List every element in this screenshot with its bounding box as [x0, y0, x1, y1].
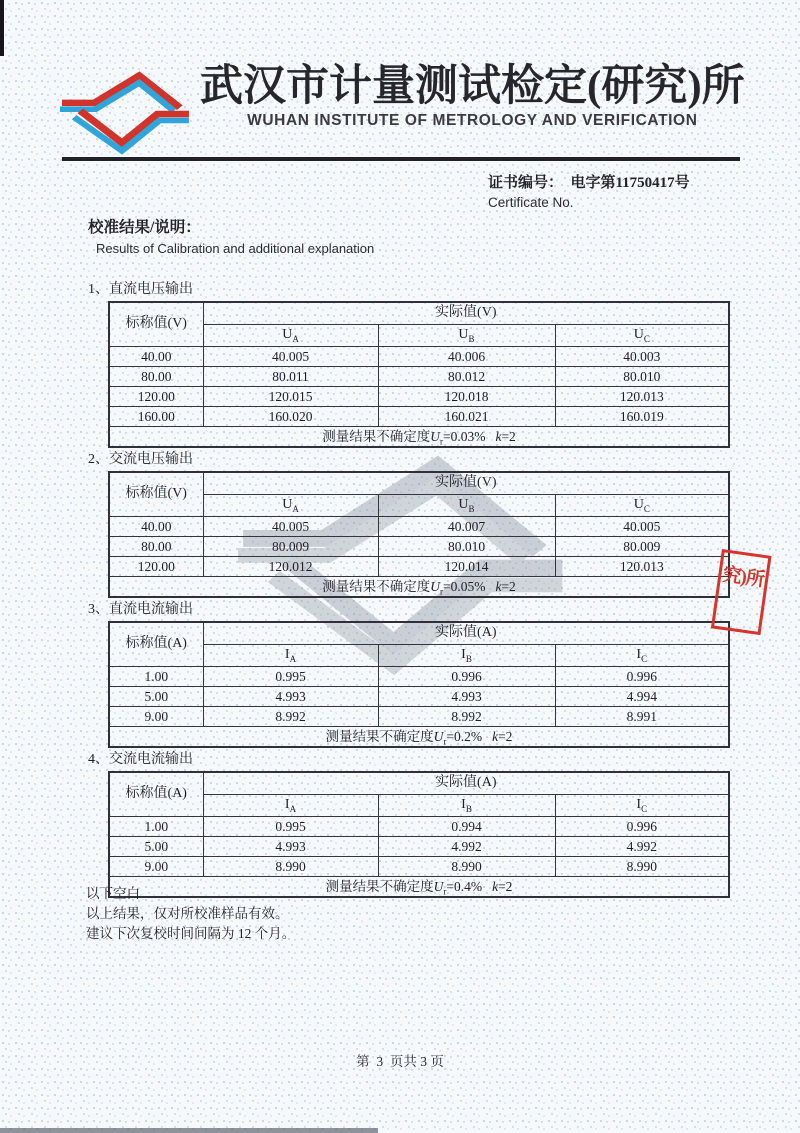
table-row — [109, 387, 729, 407]
section-ac-voltage — [88, 448, 730, 598]
cell: 8.992 — [203, 707, 378, 727]
cell: 4.992 — [555, 837, 729, 857]
cell: 0.996 — [555, 817, 729, 837]
cell: 40.006 — [378, 347, 555, 367]
cell: 0.996 — [378, 667, 555, 687]
cell: 40.005 — [555, 517, 729, 537]
table-row — [109, 367, 729, 387]
dc-voltage-table — [108, 301, 730, 448]
uncertainty-row: 测量结果不确定度$U_r=0.2\%$ k=2 — [109, 727, 729, 748]
section-ac-current — [88, 748, 730, 898]
dc-current-table — [108, 621, 730, 748]
cell: 1.00 — [109, 667, 203, 687]
actual-header-cell: 实际值(A) — [203, 622, 729, 645]
cell: 80.010 — [378, 537, 555, 557]
ac-current-table — [108, 771, 730, 898]
cell: 120.00 — [109, 387, 203, 407]
table-row — [109, 817, 729, 837]
org-title-chinese: 武汉市计量测试检定(研究)所 — [200, 63, 745, 110]
phase-a-header: $I_A$ — [203, 795, 378, 817]
phase-b-header: $I_B$ — [378, 795, 555, 817]
cell: 0.996 — [555, 667, 729, 687]
cell: 160.00 — [109, 407, 203, 427]
table-caption: 1、直流电压输出 — [88, 282, 193, 297]
letterhead-divider — [62, 157, 740, 161]
phase-b-header: $U_B$ — [378, 325, 555, 347]
cell: 40.007 — [378, 517, 555, 537]
cell: 120.012 — [203, 557, 378, 577]
actual-header-cell: 实际值(V) — [203, 472, 729, 495]
scan-edge-artifact — [0, 0, 4, 56]
cell: 40.003 — [555, 347, 729, 367]
nominal-header-cell: 标称值(A) — [109, 772, 203, 817]
cell: 40.005 — [203, 517, 378, 537]
cell: 120.013 — [555, 387, 729, 407]
table-caption: 2、交流电压输出 — [88, 452, 193, 467]
cell: 0.994 — [378, 817, 555, 837]
page-number: 第 3 页共 3 页 — [356, 1054, 444, 1069]
letterhead — [60, 62, 745, 158]
cell: 160.019 — [555, 407, 729, 427]
cell: 5.00 — [109, 687, 203, 707]
cell: 4.993 — [203, 687, 378, 707]
actual-header-cell: 实际值(V) — [203, 302, 729, 325]
table-caption: 3、直流电流输出 — [88, 602, 193, 617]
cell: 80.010 — [555, 367, 729, 387]
phase-b-header: $I_B$ — [378, 645, 555, 667]
phase-a-header: $U_A$ — [203, 325, 378, 347]
scan-edge-artifact — [0, 1128, 378, 1133]
closing-notes — [86, 884, 295, 944]
cell: 120.014 — [378, 557, 555, 577]
table-row — [109, 517, 729, 537]
cell: 8.992 — [378, 707, 555, 727]
cell: 80.00 — [109, 367, 203, 387]
cell: 120.00 — [109, 557, 203, 577]
phase-c-header: $I_C$ — [555, 795, 729, 817]
cell: 160.020 — [203, 407, 378, 427]
red-seal-stamp — [711, 549, 772, 635]
cell: 4.994 — [555, 687, 729, 707]
phase-c-header: $I_C$ — [555, 645, 729, 667]
nominal-header-cell: 标称值(A) — [109, 622, 203, 667]
ac-voltage-table — [108, 471, 730, 598]
cell: 1.00 — [109, 817, 203, 837]
red-seal-text: 究)所 — [721, 564, 766, 592]
cell: 9.00 — [109, 857, 203, 877]
table-row — [109, 857, 729, 877]
cell: 80.009 — [203, 537, 378, 557]
certificate-number-block — [488, 171, 690, 210]
cell: 8.991 — [555, 707, 729, 727]
cell: 40.005 — [203, 347, 378, 367]
uncertainty-row: 测量结果不确定度$U_r=0.05\%$ k=2 — [109, 577, 729, 598]
table-row — [109, 837, 729, 857]
certificate-number-en-label: Certificate No. — [488, 195, 574, 210]
phase-a-header: $I_A$ — [203, 645, 378, 667]
actual-header-cell: 实际值(A) — [203, 772, 729, 795]
uncertainty-row: 测量结果不确定度$U_r=0.03\%$ k=2 — [109, 427, 729, 448]
cell: 8.990 — [555, 857, 729, 877]
cell: 40.00 — [109, 517, 203, 537]
cell: 120.015 — [203, 387, 378, 407]
table-row — [109, 557, 729, 577]
results-heading-cn: 校准结果/说明： — [88, 219, 201, 236]
institute-logo-icon — [60, 70, 192, 158]
cell: 160.021 — [378, 407, 555, 427]
cell: 80.00 — [109, 537, 203, 557]
table-caption: 4、交流电流输出 — [88, 752, 193, 767]
cell: 4.992 — [378, 837, 555, 857]
cell: 5.00 — [109, 837, 203, 857]
table-row — [109, 407, 729, 427]
cell: 120.018 — [378, 387, 555, 407]
table-row — [109, 707, 729, 727]
cell: 0.995 — [203, 667, 378, 687]
phase-c-header: $U_C$ — [555, 325, 729, 347]
cell: 4.993 — [378, 687, 555, 707]
cell: 80.011 — [203, 367, 378, 387]
results-heading — [88, 215, 374, 256]
section-dc-current — [88, 598, 730, 748]
cell: 8.990 — [378, 857, 555, 877]
section-dc-voltage — [88, 278, 730, 448]
phase-a-header: $U_A$ — [203, 495, 378, 517]
note-validity: 以上结果，仅对所校准样品有效。 — [86, 906, 289, 921]
cell: 8.990 — [203, 857, 378, 877]
note-blank-below: 以下空白 — [86, 886, 140, 901]
org-title-english: WUHAN INSTITUTE OF METROLOGY AND VERIFICATION — [247, 112, 698, 130]
table-row — [109, 687, 729, 707]
cell: 4.993 — [203, 837, 378, 857]
table-row — [109, 347, 729, 367]
certificate-number: 证书编号： 电字第11750417号 — [488, 175, 690, 191]
cell: 9.00 — [109, 707, 203, 727]
cell: 80.009 — [555, 537, 729, 557]
uncertainty-row: 测量结果不确定度$U_r=0.4\%$ k=2 — [109, 877, 729, 898]
cell: 120.013 — [555, 557, 729, 577]
nominal-header-cell: 标称值(V) — [109, 472, 203, 517]
phase-c-header: $U_C$ — [555, 495, 729, 517]
cell: 80.012 — [378, 367, 555, 387]
results-heading-en: Results of Calibration and additional explanation — [96, 241, 375, 256]
phase-b-header: $U_B$ — [378, 495, 555, 517]
cell: 0.995 — [203, 817, 378, 837]
note-recalibration-interval: 建议下次复校时间间隔为 12 个月。 — [86, 926, 296, 941]
nominal-header-cell: 标称值(V) — [109, 302, 203, 347]
table-row — [109, 667, 729, 687]
cell: 40.00 — [109, 347, 203, 367]
table-row — [109, 537, 729, 557]
